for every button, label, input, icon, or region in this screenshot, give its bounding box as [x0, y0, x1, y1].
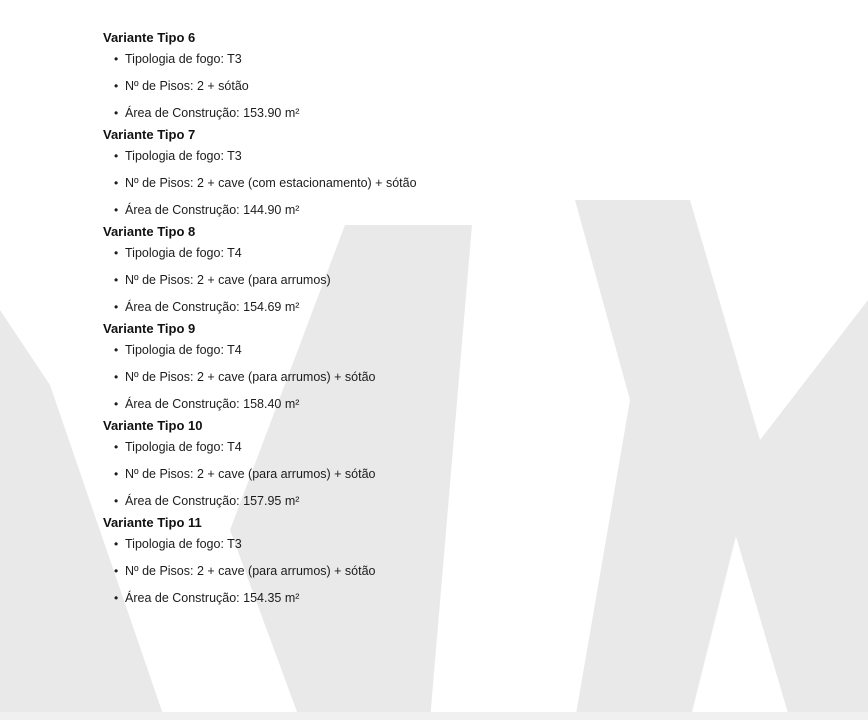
spec-item-text: Área de Construção: 153.90 m²: [125, 106, 300, 120]
bullet-icon: •: [114, 300, 119, 314]
bullet-icon: •: [114, 273, 119, 287]
spec-item-text: Área de Construção: 157.95 m²: [125, 494, 300, 508]
spec-item: [114, 493, 803, 509]
variant-title: Variante Tipo 6: [103, 30, 196, 45]
bullet-icon: •: [114, 564, 119, 578]
bullet-icon: •: [114, 537, 119, 551]
spec-item: [114, 466, 803, 482]
spec-item: [114, 396, 803, 412]
bullet-icon: •: [114, 397, 119, 411]
spec-item-text: Nº de Pisos: 2 + cave (para arrumos) + sótão: [125, 564, 376, 578]
bullet-icon: •: [114, 246, 119, 260]
variant-title: Variante Tipo 9: [103, 321, 196, 336]
spec-item-text: Nº de Pisos: 2 + cave (para arrumos) + sótão: [125, 370, 376, 384]
spec-item-text: Tipologia de fogo: T4: [125, 343, 242, 357]
bullet-icon: •: [114, 343, 119, 357]
variant-section: [103, 515, 803, 606]
spec-list: [103, 342, 803, 412]
bullet-icon: •: [114, 106, 119, 120]
bullet-icon: •: [114, 494, 119, 508]
bullet-icon: •: [114, 467, 119, 481]
variant-title: Variante Tipo 8: [103, 224, 196, 239]
spec-list: [103, 245, 803, 315]
spec-item: [114, 369, 803, 385]
spec-item: [114, 51, 803, 67]
spec-item-text: Nº de Pisos: 2 + sótão: [125, 79, 249, 93]
variant-section: [103, 224, 803, 315]
spec-list: [103, 148, 803, 218]
variant-section: [103, 127, 803, 218]
spec-item: [114, 342, 803, 358]
spec-item: [114, 148, 803, 164]
spec-item: [114, 299, 803, 315]
spec-item-text: Área de Construção: 154.35 m²: [125, 591, 300, 605]
spec-item-text: Tipologia de fogo: T3: [125, 52, 242, 66]
spec-item: [114, 202, 803, 218]
spec-item-text: Nº de Pisos: 2 + cave (para arrumos): [125, 273, 331, 287]
spec-item-text: Tipologia de fogo: T3: [125, 149, 242, 163]
page-bottom-edge: [0, 712, 868, 720]
bullet-icon: •: [114, 149, 119, 163]
bullet-icon: •: [114, 440, 119, 454]
bullet-icon: •: [114, 591, 119, 605]
bullet-icon: •: [114, 203, 119, 217]
variant-title: Variante Tipo 7: [103, 127, 196, 142]
spec-item: [114, 78, 803, 94]
bullet-icon: •: [114, 176, 119, 190]
spec-item-text: Tipologia de fogo: T4: [125, 440, 242, 454]
spec-list: [103, 51, 803, 121]
spec-list: [103, 439, 803, 509]
variant-title: Variante Tipo 10: [103, 418, 203, 433]
variant-specs-list: [103, 30, 803, 606]
spec-item-text: Tipologia de fogo: T4: [125, 246, 242, 260]
variant-section: [103, 30, 803, 121]
spec-item-text: Área de Construção: 144.90 m²: [125, 203, 300, 217]
spec-item: [114, 563, 803, 579]
spec-item: [114, 175, 803, 191]
bullet-icon: •: [114, 79, 119, 93]
spec-item-text: Área de Construção: 158.40 m²: [125, 397, 300, 411]
spec-item: [114, 272, 803, 288]
variant-section: [103, 321, 803, 412]
spec-item: [114, 590, 803, 606]
spec-item-text: Nº de Pisos: 2 + cave (para arrumos) + sótão: [125, 467, 376, 481]
bullet-icon: •: [114, 370, 119, 384]
variant-title: Variante Tipo 11: [103, 515, 202, 530]
spec-item: [114, 105, 803, 121]
spec-item-text: Tipologia de fogo: T3: [125, 537, 242, 551]
spec-list: [103, 536, 803, 606]
spec-item-text: Nº de Pisos: 2 + cave (com estacionamento) + sótão: [125, 176, 417, 190]
variant-section: [103, 418, 803, 509]
spec-item-text: Área de Construção: 154.69 m²: [125, 300, 300, 314]
spec-item: [114, 536, 803, 552]
spec-item: [114, 439, 803, 455]
spec-item: [114, 245, 803, 261]
bullet-icon: •: [114, 52, 119, 66]
